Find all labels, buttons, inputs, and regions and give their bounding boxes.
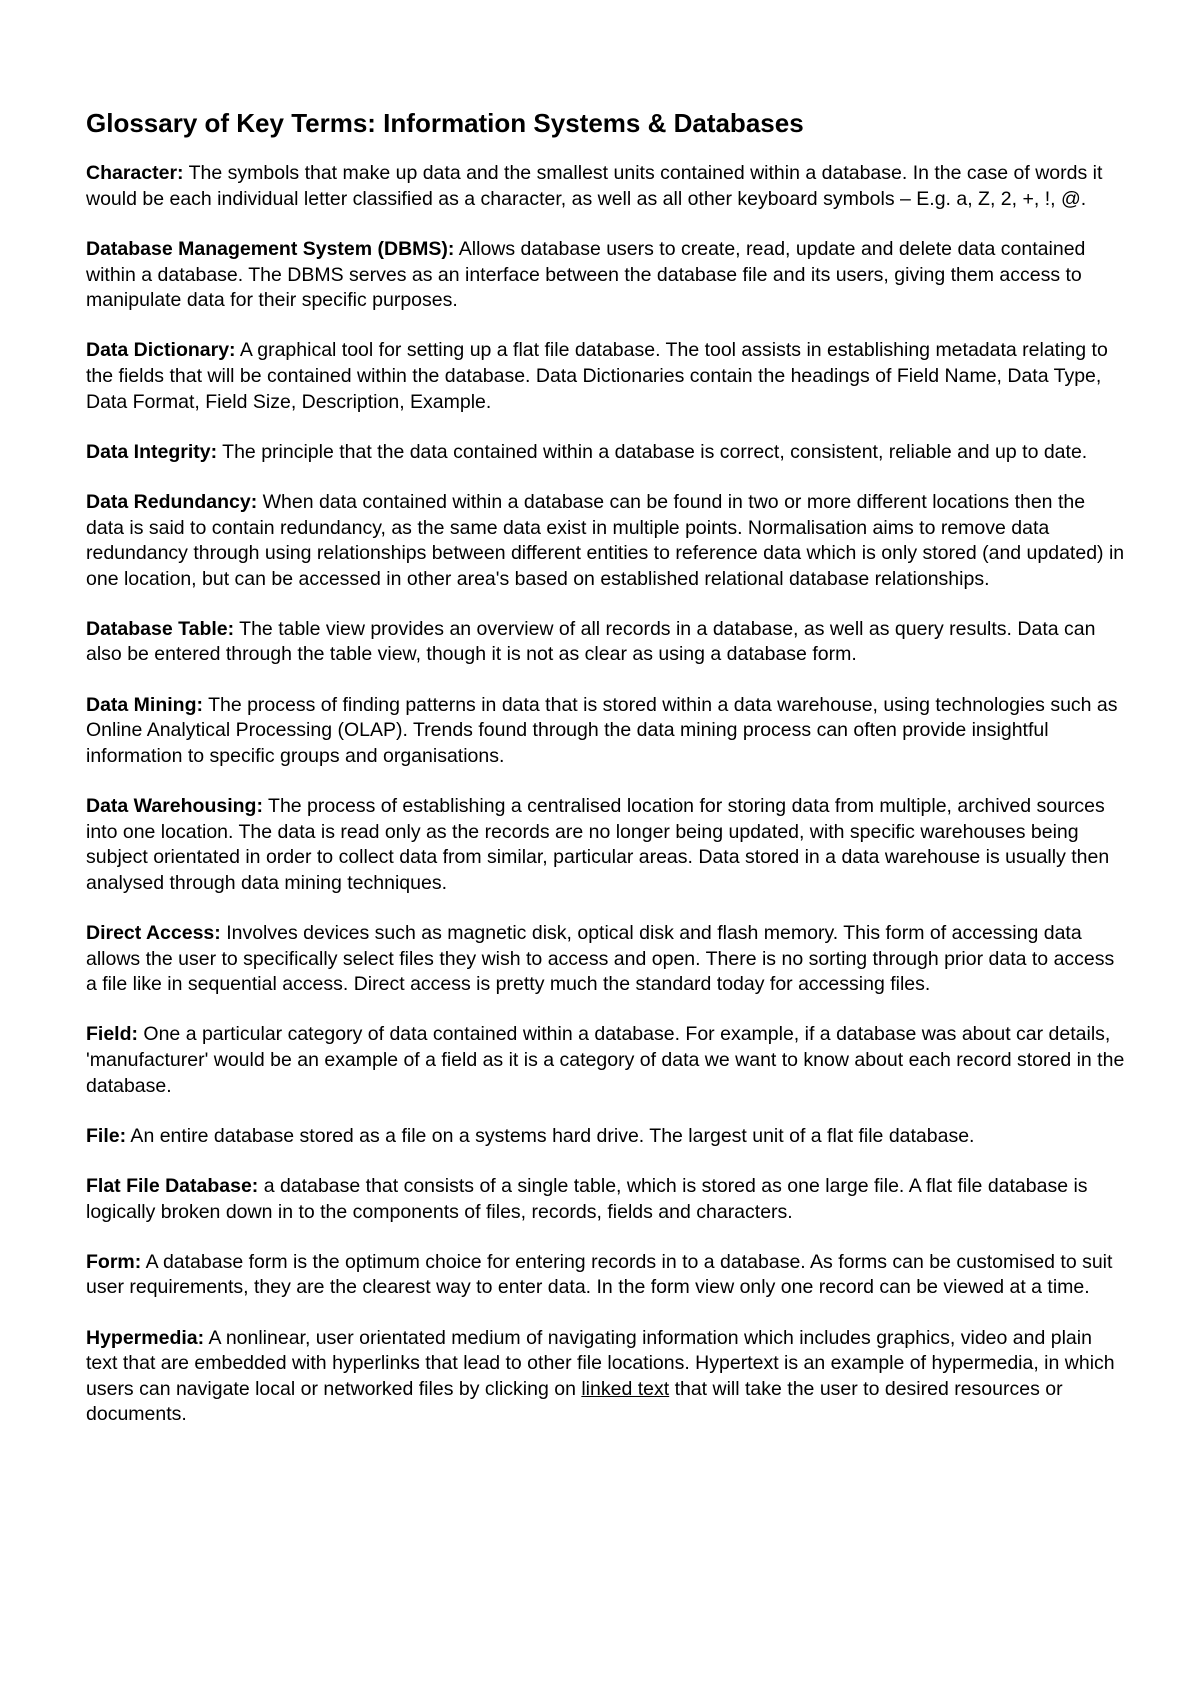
glossary-term: Data Integrity: [86,440,218,463]
glossary-definition: The process of establishing a centralised location for storing data from multiple, archived sources into one location. The data is read only as the records are no longer being updated, with specific warehouses being subject orientated in order to collect data from similar, particular areas. Data stored in a data warehouse is usually then analysed through data mining techniques. [86,795,1110,894]
glossary-term: Data Mining: [86,693,203,716]
glossary-term: Database Management System (DBMS): [86,237,455,260]
glossary-entry-form [86,1250,1126,1301]
glossary-entry-data-integrity [86,440,1126,466]
linked-text-link[interactable]: linked text [581,1377,670,1400]
glossary-entry-dbms [86,237,1126,314]
glossary-entry-field [86,1022,1126,1099]
glossary-entry-data-warehousing [86,794,1126,896]
glossary-definition: A nonlinear, user orientated medium of navigating information which includes graphics, video and plain text that are embedded with hyperlinks that lead to other file locations. Hypertext is an example of hypermedia, in which users can navigate local or networked files by clicking on [86,1326,1115,1400]
glossary-entry-hypermedia [86,1326,1126,1428]
glossary-entry-flat-file-database [86,1174,1126,1225]
glossary-term: Character: [86,162,184,185]
glossary-definition: The table view provides an overview of all records in a database, as well as query results. Data can also be entered through the table view, though it is not as clear as using a database form. [86,617,1096,666]
glossary-entry-character [86,161,1126,212]
glossary-definition: The symbols that make up data and the smallest units contained within a database. In the case of words it would be each individual letter classified as a character, as well as all other keyboard symbols – E.g. a, Z, 2, +, !, @. [86,162,1103,210]
document-title: Glossary of Key Terms: Information Systems & Databases [86,108,804,138]
glossary-definition: When data contained within a database can be found in two or more different locations then the data is said to contain redundancy, as the same data exist in multiple points. Normalisation aims to remove data redundancy through using relationships between different entities to reference data which is only stored (and updated) in one location, but can be accessed in other area's based on established relational database relationships. [86,490,1125,590]
glossary-definition: Involves devices such as magnetic disk, optical disk and flash memory. This form of accessing data allows the user to specifically select files they wish to access and open. There is no sorting through prior data to access a file like in sequential access. Direct access is pretty much the standard today for accessing files. [86,922,1115,996]
glossary-entry-data-mining [86,693,1126,770]
glossary-definition: An entire database stored as a file on a systems hard drive. The largest unit of a flat file database. [126,1124,975,1147]
glossary-definition: The principle that the data contained within a database is correct, consistent, reliable and up to date. [217,440,1088,463]
glossary-term: Data Redundancy: [86,490,258,513]
glossary-entry-data-redundancy [86,490,1126,592]
glossary-term: Data Dictionary: [86,339,236,362]
glossary-entry-data-dictionary [86,338,1126,415]
glossary-entry-direct-access [86,921,1126,998]
glossary-definition: A graphical tool for setting up a flat file database. The tool assists in establishing metadata relating to the fields that will be contained within the database. Data Dictionaries contain the headings of Field Name, Data Type, Data Format, Field Size, Description, Example. [86,339,1108,413]
glossary-term: Flat File Database: [86,1174,259,1197]
glossary-definition: a database that consists of a single table, which is stored as one large file. A flat file database is logically broken down in to the components of files, records, fields and characters. [86,1174,1088,1223]
glossary-term: Form: [86,1250,142,1273]
glossary-term: Data Warehousing: [86,795,263,818]
glossary-definition-continued: that will take the user to desired resources or documents. [86,1377,1063,1426]
glossary-term: Hypermedia: [86,1326,205,1349]
glossary-term: Field: [86,1023,138,1046]
glossary-entry-database-table [86,617,1126,668]
glossary-definition: Allows database users to create, read, update and delete data contained within a database. The DBMS serves as an interface between the database file and its users, giving them access to manipulate data for their specific purposes. [86,237,1086,312]
glossary-definition: The process of finding patterns in data that is stored within a data warehouse, using technologies such as Online Analytical Processing (OLAP). Trends found through the data mining process can often provide insightful information to specific groups and organisations. [86,693,1118,767]
glossary-entry-file [86,1124,1126,1150]
glossary-term: Direct Access: [86,922,221,944]
glossary-definition: One a particular category of data contained within a database. For example, if a database was about car details, 'manufacturer' would be an example of a field as it is a category of data we want to know about each record stored in the database. [86,1023,1125,1097]
glossary-term: File: [86,1124,127,1147]
glossary-definition: A database form is the optimum choice for entering records in to a database. As forms can be customised to suit user requirements, they are the clearest way to enter data. In the form view only one record can be viewed at a time. [86,1250,1113,1299]
glossary-term: Database Table: [86,617,235,640]
document-page [86,108,1126,1452]
